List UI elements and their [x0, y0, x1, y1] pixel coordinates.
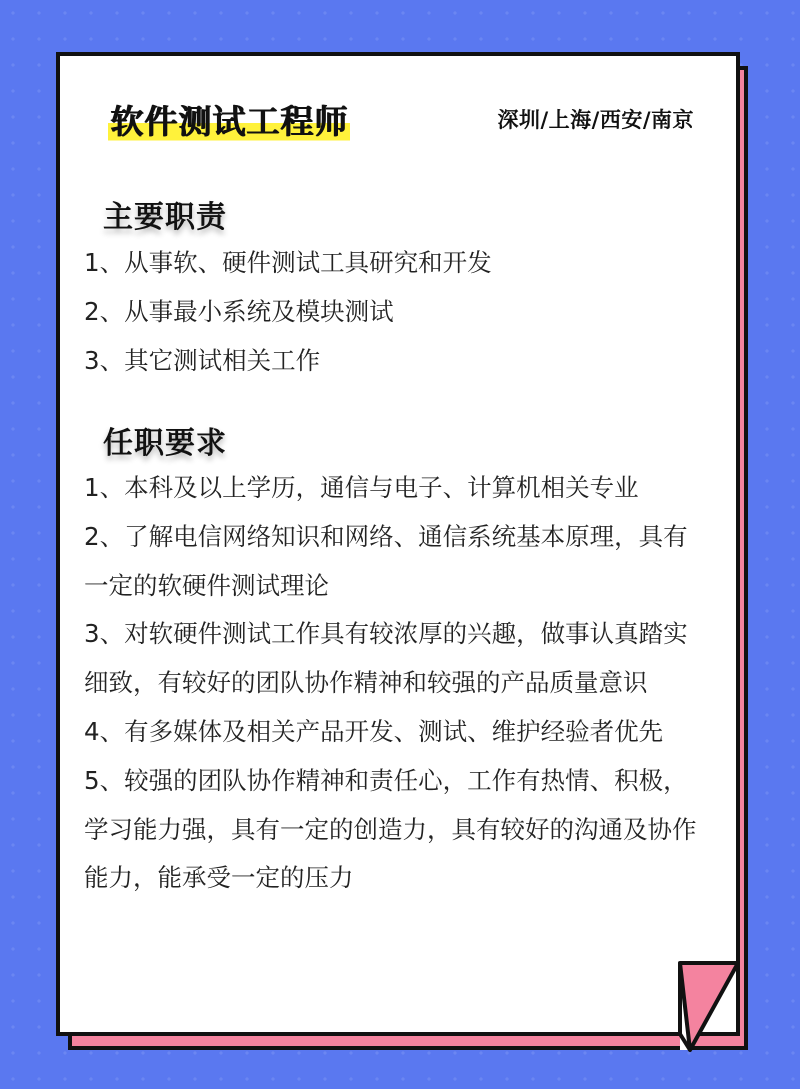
duty-item: 3、其它测试相关工作 — [84, 345, 321, 375]
requirement-item: 2、了解电信网络知识和网络、通信系统基本原理，具有一定的软硬件测试理论 — [84, 521, 688, 600]
requirement-item: 3、对软硬件测试工作具有较浓厚的兴趣，做事认真踏实细致，有较好的团队协作精神和较强的产品质量意识 — [84, 619, 688, 698]
duties-heading: 主要职责 — [103, 200, 227, 235]
duty-item: 1、从事软、硬件测试工具研究和开发 — [84, 248, 492, 277]
job-title: 软件测试工程师 — [108, 100, 350, 144]
duty-item: 2、从事最小系统及模块测试 — [84, 296, 394, 326]
requirements-list — [84, 464, 712, 903]
requirement-item: 1、本科及以上学历，通信与电子、计算机相关专业 — [84, 473, 639, 502]
requirement-item: 4、有多媒体及相关产品开发、测试、维护经验者优先 — [84, 716, 664, 746]
requirement-item: 5、较强的团队协作精神和责任心，工作有热情、积极，学习能力强，具有一定的创造力，具有较好的沟通及协作能力，能承受一定的压力 — [84, 765, 697, 893]
requirements-heading: 任职要求 — [103, 426, 227, 461]
duties-list — [84, 239, 712, 385]
job-locations: 深圳/上海/西安/南京 — [497, 108, 694, 132]
